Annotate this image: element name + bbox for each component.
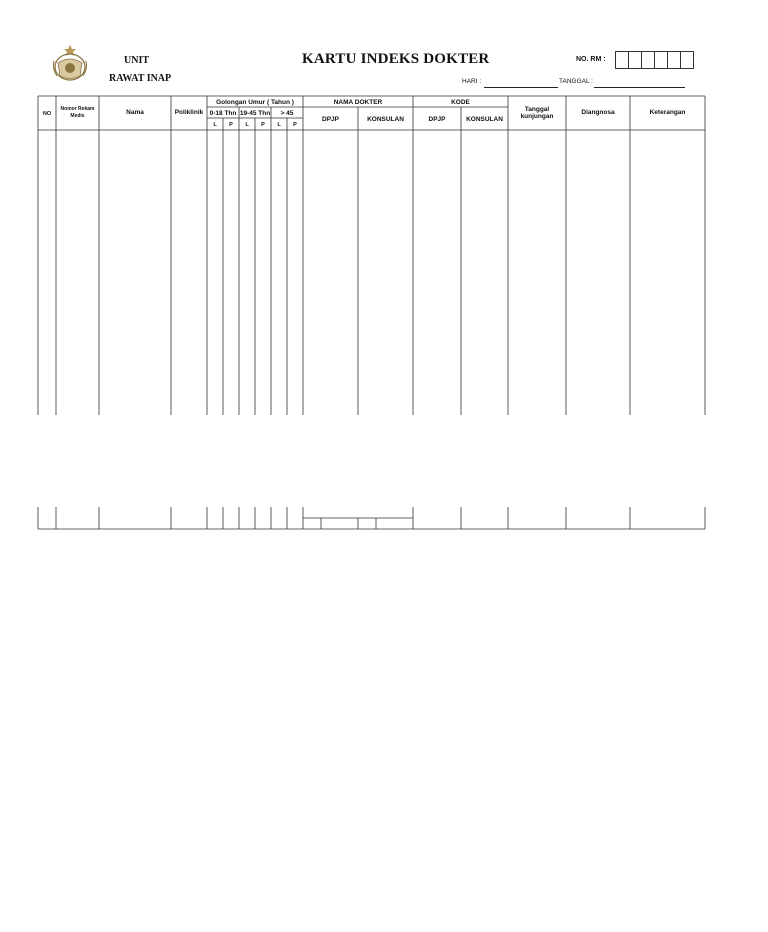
- sex-l-header: L: [277, 122, 281, 128]
- age-0-18-header: 0-18 Thn: [209, 110, 237, 117]
- col-nomor-rekam-header: Nomor Rekam: [60, 106, 95, 112]
- kode-dpjp-header: DPJP: [428, 116, 446, 123]
- konsulan-header: KONSULAN: [367, 116, 404, 123]
- kode-konsulan-header: KONSULAN: [466, 116, 503, 123]
- unit-label: UNIT: [124, 55, 150, 66]
- col-tanggal-kunjungan-header: Tanggal: [524, 106, 550, 113]
- col-poliklinik-header: Poliklinik: [174, 109, 204, 116]
- tanggal-label: TANGGAL :: [559, 78, 593, 85]
- col-golongan-umur-header: Golongan Umur ( Tahun ): [216, 99, 294, 106]
- col-no-header: NO: [42, 111, 52, 117]
- sex-l-header: L: [245, 122, 249, 128]
- sex-p-header: P: [229, 122, 233, 128]
- rawat-inap-label: RAWAT INAP: [109, 73, 172, 84]
- page-title: KARTU INDEKS DOKTER: [302, 51, 490, 67]
- dpjp-header: DPJP: [322, 116, 339, 123]
- col-tanggal-kunjungan-header-line2: kunjungan: [520, 113, 554, 120]
- col-nama-header: Nama: [126, 109, 144, 116]
- no-rm-label: NO. RM :: [576, 56, 606, 63]
- col-keterangan-header: Keterangan: [649, 109, 686, 116]
- sex-p-header: P: [293, 122, 297, 128]
- sex-l-header: L: [213, 122, 217, 128]
- age-over-45-header: > 45: [280, 110, 294, 117]
- sex-p-header: P: [261, 122, 265, 128]
- col-diagnosa-header: Diangnosa: [581, 109, 615, 116]
- col-nama-dokter-header: NAMA DOKTER: [333, 99, 383, 106]
- col-kode-header: KODE: [451, 99, 470, 106]
- age-19-45-header: 19-45 Thn: [239, 110, 271, 117]
- hari-label: HARI :: [462, 78, 482, 85]
- col-nomor-rekam-header-line2: Medis: [70, 113, 85, 119]
